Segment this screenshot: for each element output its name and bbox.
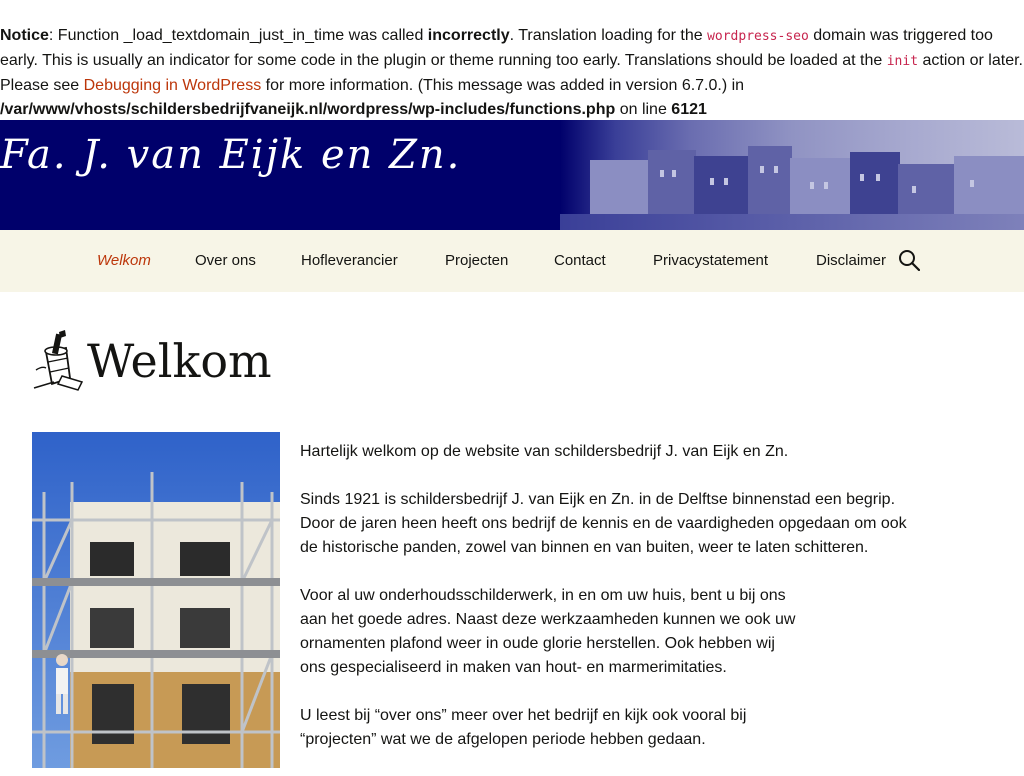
nav-item-contact[interactable]: Contact (554, 252, 606, 269)
notice-strong: incorrectly (427, 27, 510, 44)
main-navigation (0, 230, 1024, 292)
content-paragraph: Voor al uw onderhoudsschilderwerk, in en om uw huis, bent u bij ons aan het goede adres. Naast deze werkzaamheden kunnen we ook uw ornamenten plafond weer in oude glorie herstellen. Ook hebben wij ons gespecialiseerd in maken van hout- en marmerimitaties. (300, 587, 796, 676)
nav-item-welkom[interactable]: Welkom (97, 252, 151, 269)
nav-item-disclaimer[interactable]: Disclaimer (816, 252, 887, 269)
content-paragraph: Sinds 1921 is schildersbedrijf J. van Eijk en Zn. in de Delftse binnenstad een begrip. Door de jaren heen heeft ons bedrijf de kennis en de vaardigheden opgedaan om ook de historische panden, zowel van binnen en van buiten, weer te laten schitteren. (300, 491, 907, 556)
page-title: Welkom (87, 334, 272, 388)
nav-item-hofleverancier[interactable]: Hofleverancier (301, 252, 398, 269)
nav-item-over-ons[interactable]: Over ons (195, 252, 256, 269)
notice-file-path: /var/www/vhosts/schildersbedrijfvaneijk.nl/wordpress/wp-includes/functions.php (0, 101, 616, 118)
content-paragraph: Hartelijk welkom op de website van schildersbedrijf J. van Eijk en Zn. (300, 443, 789, 460)
notice-text: action or later. Please see (0, 52, 1023, 94)
paint-bucket-icon (32, 330, 86, 394)
notice-line-number: 6121 (671, 101, 707, 118)
notice-label: Notice (0, 27, 49, 44)
notice-text: : Function _load_textdomain_just_in_time was called (48, 27, 428, 44)
notice-text: for more information. (This message was added in version 6.7.0.) in (261, 77, 745, 94)
nav-item-projecten[interactable]: Projecten (445, 252, 509, 269)
search-icon[interactable] (898, 249, 920, 271)
debugging-link[interactable]: Debugging in WordPress (83, 77, 262, 94)
site-title[interactable]: Fa. J. van Eijk en Zn. (0, 132, 462, 178)
header-street (560, 214, 1024, 230)
content-paragraph: U leest bij “over ons” meer over het bedrijf en kijk ook vooral bij “projecten” wat we de afgelopen periode hebben gedaan. (300, 707, 747, 748)
php-notice (0, 24, 1024, 122)
notice-text: domain was triggered too early. This is usually an indicator for some code in the plugin or theme running too early. Translations should be loaded at the (0, 27, 993, 69)
notice-code-domain: wordpress-seo (707, 29, 809, 44)
scaffolding-photo (32, 432, 280, 768)
nav-item-privacystatement[interactable]: Privacystatement (653, 252, 769, 269)
notice-code-init: init (886, 54, 919, 69)
notice-text: on line (615, 101, 672, 118)
page-content (300, 440, 940, 776)
notice-text: . Translation loading for the (509, 27, 708, 44)
